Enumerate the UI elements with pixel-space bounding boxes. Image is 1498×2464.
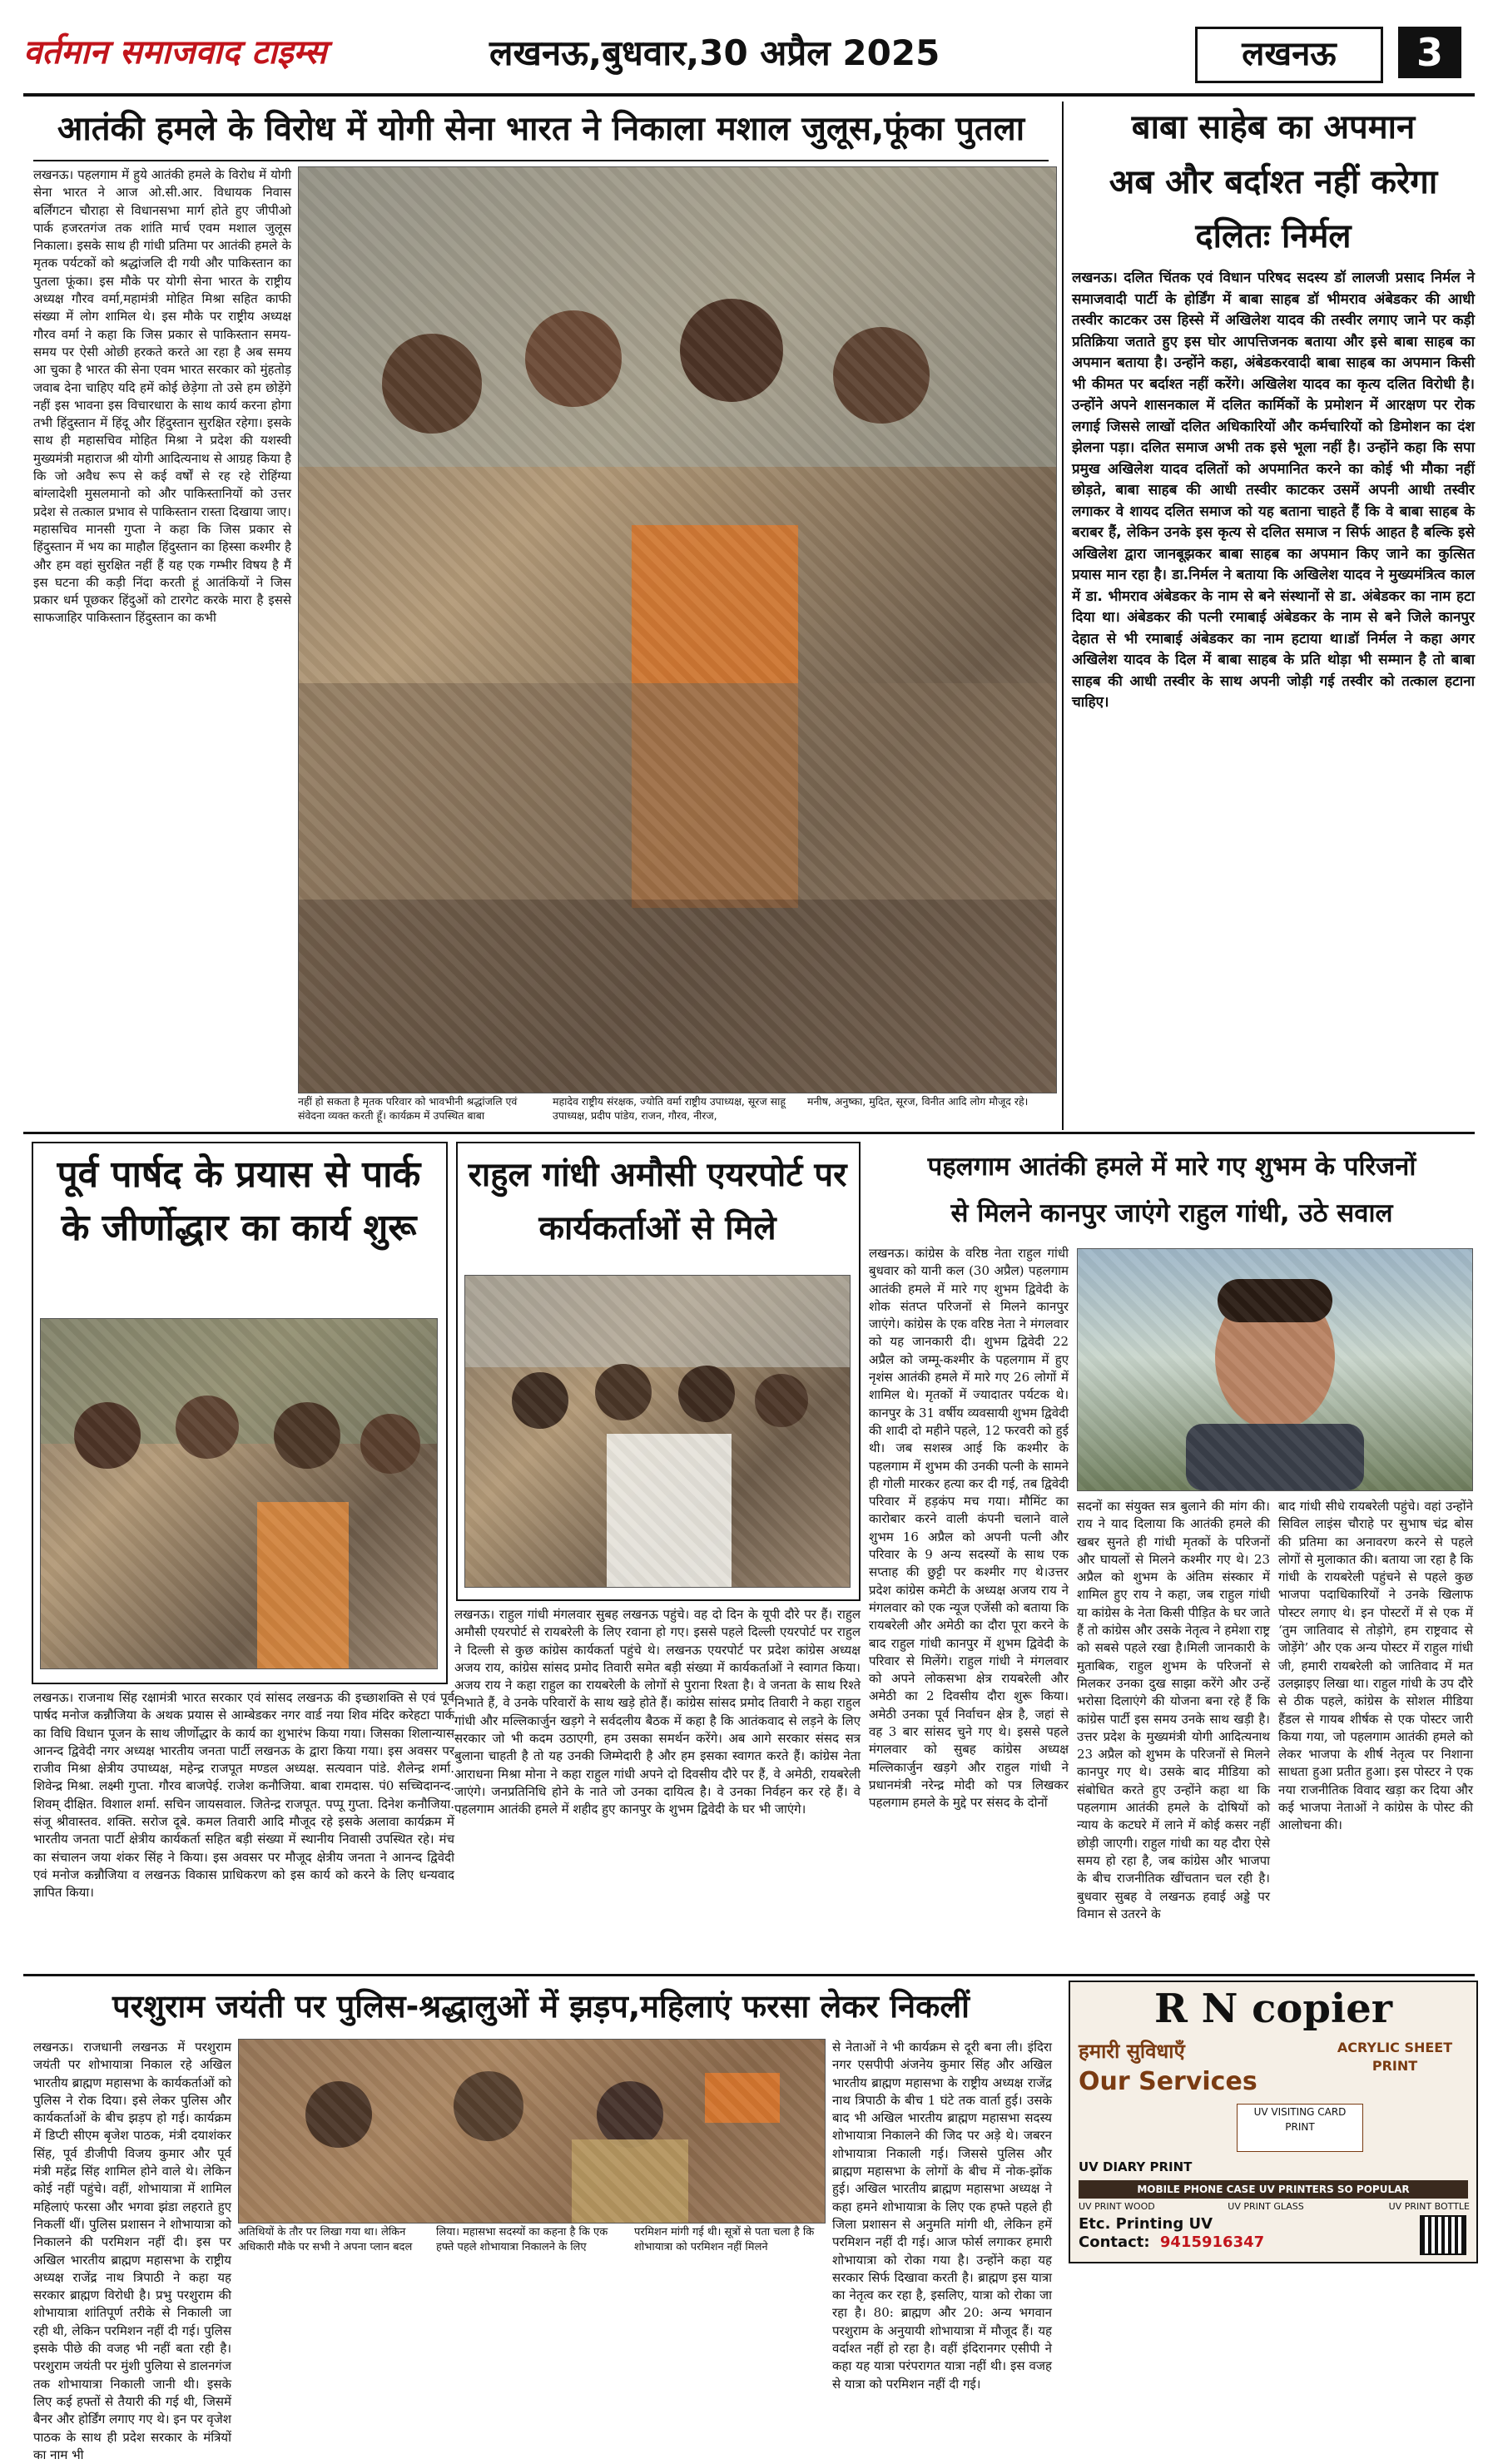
person-figure bbox=[678, 1366, 735, 1422]
crowd bbox=[239, 2040, 825, 2223]
story6-headline: परशुराम जयंती पर पुलिस-श्रद्धालुओं में झड़प,महिलाएं फरसा लेकर निकलीं bbox=[112, 1988, 970, 2025]
crowd-figure bbox=[525, 310, 622, 407]
copier-hindi-heading: हमारी सुविधाएँ bbox=[1079, 2040, 1185, 2063]
crowd-row bbox=[299, 900, 1056, 1093]
saffron-robe bbox=[632, 525, 798, 908]
crowd-figure bbox=[833, 327, 930, 424]
saffron-robe bbox=[257, 1502, 349, 1668]
section-label: लखनऊ bbox=[1195, 27, 1383, 83]
story2-headline-2: अब और बर्दाश्त नहीं करेगा bbox=[1109, 163, 1438, 201]
person-figure bbox=[360, 1414, 420, 1474]
person-figure bbox=[176, 1396, 239, 1459]
story1-caption-b: महादेव राष्ट्रीय संरक्षक, ज्योति वर्मा राष्ट्रीय उपाध्यक्ष, सूरज साहू उपाध्यक्ष, प्रदीप पांडेय, राजन, गौरव, नीरज, bbox=[553, 1095, 786, 1122]
person-figure bbox=[305, 2081, 372, 2148]
copier-uv-glass: UV PRINT GLASS bbox=[1228, 2201, 1304, 2212]
crowd-figure bbox=[382, 334, 482, 434]
story5-headline-2: से मिलने कानपुर जाएंगे राहुल गांधी, उठे सवाल bbox=[950, 1198, 1393, 1228]
copier-phone[interactable]: 9415916347 bbox=[1159, 2233, 1265, 2251]
masthead-rule bbox=[23, 93, 1475, 97]
saffron-flag bbox=[705, 2073, 780, 2123]
copier-our-services: Our Services bbox=[1079, 2067, 1257, 2096]
story1-headline: आतंकी हमले के विरोध में योगी सेना भारत ने निकाला मशाल जुलूस,फूंका पुतला bbox=[57, 110, 1025, 148]
ad-copier bbox=[1069, 1981, 1478, 2263]
person-figure bbox=[597, 2081, 663, 2148]
person-figure bbox=[274, 1402, 340, 1469]
story1-caption-a: नहीं हो सकता है मृतक परिवार को भावभीनी श्रद्धांजलि एवं संवेदना व्यक्त करती हूँ। कार्यक्रम में उपस्थित बाबा bbox=[298, 1095, 518, 1122]
copier-uv-visiting: UV VISITING CARD PRINT bbox=[1237, 2104, 1363, 2152]
crowd-figure bbox=[680, 299, 783, 402]
section-rule bbox=[23, 1132, 1475, 1134]
person-figure bbox=[454, 2071, 523, 2141]
copier-uv-wood: UV PRINT WOOD bbox=[1079, 2201, 1155, 2212]
shirt bbox=[1186, 1424, 1364, 1490]
story5-headline-1: पहलगाम आतंकी हमले में मारे गए शुभम के परिजनों bbox=[927, 1152, 1416, 1182]
story1-caption-c: मनीष, अनुष्का, मुदित, सूरज, विनीत आदि लोग मौजूद रहे। bbox=[807, 1095, 1029, 1108]
copier-contact-label: Contact: bbox=[1079, 2233, 1150, 2251]
column-divider bbox=[1062, 102, 1064, 1130]
story1-photo bbox=[298, 166, 1057, 1093]
person-figure bbox=[512, 1372, 568, 1429]
masthead bbox=[23, 15, 1475, 92]
story4-headline: राहुल गांधी अमौसी एयरपोर्ट पर कार्यकर्ताओं से मिले bbox=[468, 1156, 847, 1247]
story2-body: लखनऊ। दलित चिंतक एवं विधान परिषद सदस्य डॉ लालजी प्रसाद निर्मल ने समाजवादी पार्टी के होर्डिंग में बाबा साहब डॉ भीमराव अंबेडकर की आधी तस्वीर काटकर उस हिस्से में अखिलेश यादव की तस्वीर लगाए जाने पर कड़ी प्रतिक्रिया जताते हुए इस घोर आपत्तिजनक बताया और इसे बाबा साहब का अपमान बताया है। उन्होंने कहा, अंबेडकरवादी बाबा साहब का अपमान किसी भी कीमत पर बर्दाश्त नहीं करेंगे। अखिलेश यादव का कृत्य दलित विरोधी है।उन्होंने अपने शासनकाल में दलित कार्मिकों के प्रमोशन में आरक्षण पर रोक लगाई जिससे लाखों दलित अधिकारियों और कर्मचारियों को डिमोशन का दंश झेलना पड़ा। दलित समाज अभी तक इसे भूला नहीं है। उन्होंने कहा कि सपा प्रमुख अखिलेश यादव दलितों को अपमानित करने का कोई भी मौका नहीं छोड़ते, बाबा साहब की आधी तस्वीर काटकर उसमें अपनी आधी तस्वीर लगाकर वे शायद दलित समाज को यह बताना चाहते हैं कि वे बाबा साहब के बराबर हैं, लेकिन उनके इस कृत्य से दलित समाज न सिर्फ आहत है बल्कि इसे अखिलेश द्वारा जानबूझकर बाबा साहब का अपमान किए जाने का कुत्सित प्रयास मान रहा है। डा.निर्मल ने बताया कि अखिलेश यादव ने मुख्यमंत्रित्व काल में डा. भीमराव अंबेडकर के नाम से बने संस्थानों से डा. अंबेडकर का नाम हटा दिया था। अंबेडकर की पत्नी रमाबाई अंबेडकर के नाम से बने जिले कानपुर देहात से भी रमाबाई अंबेडकर का नाम हटाया था।डॉ निर्मल ने कहा अगर अखिलेश यादव के दिल में बाबा साहब के प्रति थोड़ा भी सम्मान है तो बाबा साहब की आधी तस्वीर के साथ अपनी जोड़ी गई तस्वीर को तत्काल हटाना चाहिए। bbox=[1072, 270, 1475, 711]
story6-photo bbox=[238, 2039, 826, 2224]
copier-mobile-case: MOBILE PHONE CASE UV PRINTERS SO POPULAR bbox=[1079, 2180, 1468, 2199]
copier-qr-icon bbox=[1420, 2215, 1466, 2255]
dateline: लखनऊ,बुधवार,30 अप्रैल 2025 bbox=[489, 32, 940, 73]
story2-headline-3: दलितः निर्मल bbox=[1195, 217, 1352, 255]
person-figure bbox=[755, 1374, 808, 1427]
copier-etc: Etc. Printing UV bbox=[1079, 2215, 1213, 2233]
copier-uv-bottle: UV PRINT BOTTLE bbox=[1388, 2201, 1470, 2212]
story5-col-c: बाद गांधी सीधे रायबरेली पहुंचे। वहां उन्होंने सिविल लाइंस चौराहे पर सुभाष चंद्र बोस की प्रतिमा का अनावरण करने से पहले लोगों से मुलाकात की। बताया जा रहा है कि गांधी के रायबरेली पहुंचने से पहले कुछ भाजपा पदाधिकारियों ने उनके खिलाफ पोस्टर लगाए थे। इन पोस्टरों में से एक में ‘तुम जातिवाद से तोड़ोगे, हम राष्ट्रवाद से जोड़ेंगे’ और एक अन्य पोस्टर में राहुल गांधी जी, हमारी रायबरेली को जातिवाद में मत उलझाइए लिखा था। राहुल गांधी के उप दौरे से ठीक पहले, कांग्रेस के सोशल मीडिया हैंडल से गायब शीर्षक से एक पोस्टर जारी किया गया, जो पहलगाम आतंकी हमले को लेकर भाजपा के शीर्ष नेतृत्व पर निशाना साधता हुआ प्रतीत हुआ। इस पोस्टर ने एक नया राजनीतिक विवाद खड़ा कर दिया और कई भाजपा नेताओं ने कांग्रेस के पोस्ट की आलोचना की। bbox=[1278, 1499, 1473, 1833]
airport-ceiling bbox=[465, 1276, 850, 1367]
story6-col-a: लखनऊ। राजधानी लखनऊ में परशुराम जयंती पर शोभायात्रा निकाल रहे अखिल भारतीय ब्राह्मण महासभा के कार्यकर्ताओं को पुलिस ने रोक दिया। इसे लेकर पुलिस और कार्यकर्ताओं के बीच झड़प हो गई। कार्यक्रम में डिप्टी सीएम बृजेश पाठक, मंत्री दयाशंकर सिंह, पूर्व डीजीपी विजय कुमार और पूर्व मंत्री महेंद्र सिंह शामिल होने वाले थे। लेकिन कोई नहीं पहुंचे। वहीं, शोभायात्रा में शामिल महिलाएं फरसा और भगवा झंडा लहराते हुए निकलीं थीं। पुलिस प्रशासन ने शोभायात्रा को निकालने की परमिशन नहीं दी। इस पर अखिल भारतीय ब्राह्मण महासभा के राष्ट्रीय अध्यक्ष राजेंद्र नाथ त्रिपाठी ने कहा यह सरकार ब्राह्मण विरोधी है। प्रभु परशुराम की शोभायात्रा शांतिपूर्ण तरीके से निकाली जा रही थी, लेकिन परमिशन नहीं दी गई। पुलिस इसके पीछे की वजह भी नहीं बता रही है। परशुराम जयंती पर मुंशी पुलिया से डालनगंज तक शोभायात्रा निकाली जानी थी। इसके लिए कई हफ्तों से तैयारी की गई थी, जिसमें बैनर और होर्डिंग लगाए गए थे। इन पर वृजेश पाठक के साथ ही प्रदेश सरकार के मंत्रियों का नाम भी bbox=[33, 2040, 231, 2462]
story1-body: लखनऊ। पहलगाम में हुये आतंकी हमले के विरोध में योगी सेना भारत ने आज ओ.सी.आर. विधायक निवास बर्लिंगटन चौराहा से विधानसभा मार्ग होते हुए जीपीओ पार्क हजरतगंज तक शांति मार्च एवम मशाल जुलूस निकाला। इसके साथ ही गांधी प्रतिमा पर आतंकी हमले के मृतक पर्यटकों को श्रद्धांजलि दी गयी और पाकिस्तान का पुतला फूंका। इस मौके पर योगी सेना भारत के राष्ट्रीय अध्यक्ष गौरव वर्मा,महामंत्री मोहित मिश्रा सहित काफी संख्या में लोग शामिल थे। इस मौके पर राष्ट्रीय अध्यक्ष गौरव वर्मा ने कहा कि जिस प्रकार से पाकिस्तान समय-समय पर ऐसी ओछी हरकते करते आ रहा है अब समय आ चुका है भारत की सेना एवम भारत सरकार को मुंहतोड़ जवाब देना चाहिए यदि हमें कोई छेड़ेगा तो उसे हम छोड़ेंगे नहीं इस भावना इस विचारधारा के साथ कार्य करना होगा तभी हिंदुस्तान में हिंदू और हिंदुस्तान सुरक्षित रहेगा। इसके साथ ही महासचिव मोहित मिश्रा ने प्रदेश की यशस्वी मुख्यमंत्री महाराज श्री योगी आदित्यनाथ से आग्रह किया है कि जो अवैध रूप से कई वर्षों से रह रहे रोहिंग्या बांग्लादेशी मुसलमानो को और पाकिस्तानियों को उत्तर प्रदेश से तत्काल प्रभाव से पाकिस्तान रास्ता दिखाया जाए।महासचिव मानसी गुप्ता ने कहा कि जिस प्रकार से हिंदुस्तान में भय का माहौल हिंदुस्तान का हिस्सा कश्मीर है और हम वहां सुरक्षित नहीं हैं यह एक गम्भीर विषय है मैं इस घटना की कड़ी निंदा करती हूं आतंकियों ने जिस प्रकार धर्म पूछकर हिंदुओं को टारगेट करके मारा है इससे साफजाहिर पाकिस्तान हिंदुस्तान का कभी bbox=[33, 167, 291, 626]
story5-col-a: लखनऊ। कांग्रेस के वरिष्ठ नेता राहुल गांधी बुधवार को यानी कल (30 अप्रैल) पहलगाम आतंकी हमले में मारे गए शुभम द्विवेदी के शोक संतप्त परिजनों से मिलने कानपुर जाएंगे। कांग्रेस के एक वरिष्ठ नेता ने मंगलवार को यह जानकारी दी। शुभम द्विवेदी 22 अप्रैल को जम्मू-कश्मीर के पहलगाम में हुए नृशंस आतंकी हमले में मारे गए 26 लोगों में शामिल थे। मृतकों में ज्यादातर पर्यटक थे। कानपुर के 31 वर्षीय व्यवसायी शुभम द्विवेदी की शादी दो महीने पहले, 12 फरवरी को हुई थी। जब सशस्त्र आई कि कश्मीर के पहलगाम में शुभम की उनकी पत्नी के सामने ही गोली मारकर हत्या कर दी गई, तब द्विवेदी परिवार में हड़कंप मच गया। मौमिंट का कारोबार करने वाली कंपनी चलाने वाले शुभम 16 अप्रैल को अपनी पत्नी और परिवार के 9 अन्य सदस्यों के साथ एक सप्ताह की छुट्टी पर कश्मीर गए थे।उत्तर प्रदेश कांग्रेस कमेटी के अध्यक्ष अजय राय ने मंगलवार को एक न्यूज एजेंसी को बताया कि रायबरेली और अमेठी का दौरा पूरा करने के बाद राहुल गांधी कानपुर में शुभम द्विवेदी के परिवार से मिलेंगे। राहुल गांधी ने मंगलवार को अपने लोकसभा क्षेत्र रायबरेली और अमेठी का 2 दिवसीय दौरा शुरू किया। अमेठी उनका पूर्व निर्वाचन क्षेत्र है, जहां से वह 3 बार सांसद चुने गए थे। इससे पहले मंगलवार को सुबह कांग्रेस अध्यक्ष मल्लिकार्जुन खड़गे और राहुल गांधी ने प्रधानमंत्री नरेन्द्र मोदी को पत्र लिखकर पहलगाम हमले के मुद्दे पर संसद के दोनों bbox=[869, 1246, 1069, 1811]
story3-body: लखनऊ। राजनाथ सिंह रक्षामंत्री भारत सरकार एवं सांसद लखनऊ की इच्छाशक्ति से एवं पूर्व पार्षद मनोज कन्नौजिया के अथक प्रयास से आम्बेडकर नगर वार्ड नया शिव मंदिर करेहटा पार्क का विधि विधान पूजन के साथ जीर्णोद्धार के कार्य का शुभारंभ किया गया। जिसका शिलान्यास आनन्द द्विवेदी नगर अध्यक्ष भारतीय जनता पार्टी लखनऊ के द्वारा किया गया। इस अवसर पर राजीव मिश्रा क्षेत्रीय उपाध्यक्ष, महेन्द्र राजपूत मण्डल अध्यक्ष. सत्यवान पांडे. शैलेन्द्र शर्मा. शिवेन्द्र मिश्रा. लक्ष्मी गुप्ता. गौरव बाजपेई. राजेश कनौजिया. बाबा रामदास. पं0 सच्चिदानन्द. शिवम् दीक्षित. विशाल शर्मा. सचिन जायसवाल. जितेन्द्र राजपूत. पप्पू गुप्ता. दिनेश कनौजिया. संजू श्रीवास्तव. शक्ति. सरोज दूबे. कमल तिवारी आदि मौजूद रहे इसके अलावा कार्यक्रम में भारतीय जनता पार्टी क्षेत्रीय कार्यकर्ता सहित बड़ी संख्या में स्थानीय निवासी उपस्थित रहे। मंच का संचालन जया शंकर सिंह ने किया। इस अवसर पर मौजूद क्षेत्रीय जनता ने आनन्द द्विवेदी एवं मनोज कन्नौजिया व लखनऊ विकास प्राधिकरण को इस कार्य को करने के लिए धन्यवाद ज्ञापित किया। bbox=[33, 1690, 454, 1901]
person-figure bbox=[74, 1402, 141, 1469]
person-figure bbox=[595, 1364, 652, 1420]
photo-sky bbox=[299, 167, 1056, 467]
copier-brand: R N copier bbox=[1153, 1986, 1393, 2032]
story4-photo bbox=[464, 1275, 851, 1588]
portrait-illustration bbox=[1078, 1249, 1472, 1490]
police-uniform bbox=[572, 2139, 688, 2223]
copier-contact bbox=[1079, 2233, 1345, 2252]
story6-col-b: से नेताओं ने भी कार्यक्रम से दूरी बना ली। इंदिरा नगर एसपीपी अंजनेय कुमार सिंह और अखिल भारतीय ब्राह्मण महासभा के राष्ट्रीय अध्यक्ष राजेंद्र नाथ त्रिपाठी के बीच 1 घंटे तक वार्ता हुई। उसके बाद भी अखिल भारतीय ब्राह्मण महासभा सदस्य शोभायात्रा निकालने की जिद पर अड़े थे। जबरन शोभायात्रा निकाली गई। जिससे पुलिस और ब्राह्मण महासभा के लोगों के बीच में नोक-झोंक हुई। अखिल भारतीय ब्राह्मण महासभा अध्यक्ष ने कहा हमने शोभायात्रा के लिए एक हफ्ते पहले ही जिला प्रशासन से अनुमति मांगी थी, लेकिन हमें परमिशन नहीं दी गई। आज फोर्स लगाकर हमारी शोभायात्रा को रोका गया है। उन्होंने कहा यह सरकार सिर्फ दिखावा करती है। ब्राह्मण इस यात्रा का नेतृत्व कर रहा है, इसलिए, यात्रा को रोका जा रहा है। 80: ब्राह्मण और 20: अन्य भगवान परशुराम के अनुयायी शोभायात्रा में मौजूद हैं। यह वर्दाश्त नहीं हो रहा है। वहीं इंदिरानगर एसीपी ने कहा यह यात्रा परंपरागत यात्रा नहीं थी। इस वजह से यात्रा को परमिशन नहीं दी गई। bbox=[832, 2040, 1052, 2392]
crowd-row bbox=[299, 683, 1056, 900]
story6-caption-a: अतिथियों के तौर पर लिखा गया था। लेकिन अधिकारी मौके पर सभी ने अपना प्लान बदल bbox=[238, 2226, 413, 2253]
story1-rule bbox=[33, 160, 1049, 161]
section-rule bbox=[23, 1974, 1475, 1976]
story2-headline-1: बाबा साहेब का अपमान bbox=[1131, 108, 1416, 146]
copier-acrylic: ACRYLIC SHEET PRINT bbox=[1337, 2040, 1453, 2074]
paper-name: वर्तमान समाजवाद टाइम्स bbox=[23, 23, 414, 82]
copier-uv-diary: UV DIARY PRINT bbox=[1079, 2159, 1193, 2174]
face bbox=[1215, 1284, 1335, 1430]
hair bbox=[1218, 1279, 1332, 1322]
photo-background bbox=[41, 1319, 437, 1444]
story5-photo bbox=[1077, 1248, 1473, 1491]
protest-photo-illustration bbox=[299, 167, 1056, 1093]
procession-illustration bbox=[239, 2040, 825, 2223]
story5-col-b: सदनों का संयुक्त सत्र बुलाने की मांग की। राय ने याद दिलाया कि आतंकी हमले की खबर सुनते ही गांधी मृतकों के परिजनों और घायलों से मिलने कश्मीर गए थे। 23 अप्रैल को शुभम के अंतिम संस्कार में शामिल हुए राय ने कहा, जब राहुल गांधी या कांग्रेस के नेता किसी पीड़ित के घर जाते हैं तो कांग्रेस और उसके नेतृत्व ने हमेशा राष्ट्र को सबसे पहले रखा है।मिली जानकारी के मुताबिक, राहुल शुभम के परिजनों से मिलकर उनका दुख साझा करेंगे और उन्हें भरोसा दिलाएंगे की योजना बना रहे हैं कि कांग्रेस पार्टी इस समय उनके साथ खड़ी है। उत्तर प्रदेश के मुख्यमंत्री योगी आदित्यनाथ 23 अप्रैल को शुभम के परिजनों से मिलने कानपुर गए थे। उसके बाद मीडिया को संबोधित करते हुए उन्होंने कहा था कि पहलगाम आतंकी हमले के दोषियों को न्याय के कटघरे में लाने में कोई कसर नहीं छोड़ी जाएगी। राहुल गांधी का यह दौरा ऐसे समय हो रहा है, जब कांग्रेस और भाजपा के बीच राजनीतिक खींचतान चल रही है। बुधवार सुबह वे लखनऊ हवाई अड्डे पर विमान से उतरने के bbox=[1077, 1499, 1270, 1921]
story3-photo bbox=[40, 1318, 438, 1669]
story4-body: लखनऊ। राहुल गांधी मंगलवार सुबह लखनऊ पहुंचे। वह दो दिन के यूपी दौरे पर हैं। राहुल अमौसी एयरपोर्ट से रायबरेली के लिए रवाना हो गए। इससे पहले दिल्ली एयरपोर्ट पर राहुल ने दिल्ली से कुछ कांग्रेस कार्यकर्ता पहुंचे थे। लखनऊ एयरपोर्ट पर प्रदेश कांग्रेस अध्यक्ष अजय राय, कांग्रेस सांसद प्रमोद तिवारी समेत बड़ी संख्या में कार्यकर्ताओं ने स्वागत किया। अजय राय ने कहा राहुल का रायबरेली के लोगों से पुराना रिश्ता है। वे जनता के साथ रिश्ते निभाते हैं, वे उनके परिवारों के साथ खड़े होते हैं। कांग्रेस सांसद प्रमोद तिवारी ने कहा राहुल गांधी और मल्लिकार्जुन खड़गे ने सर्वदलीय बैठक में कहा है कि आतंकवाद से लड़ने के लिए सरकार जो भी कदम उठाएगी, हम उसका समर्थन करेंगे। अब आगे सरकार संसद सत्र बुलाना चाहती है तो यह उनकी जिम्मेदारी है और हम इसका स्वागत करते हैं। कांग्रेस नेता आराधना मिश्रा मोना ने कहा राहुल गांधी अपने दो दिवसीय दौरे पर हैं, वे अमेठी, रायबरेली जाएंगे। जनप्रतिनिधि होने के नाते जो उनका दायित्व है। वे उनका निर्वहन कर रहे हैं। वे पहलगाम आतंकी हमले में शहीद हुए कानपुर के शुभम द्विवेदी के घर भी जाएंगे। bbox=[454, 1607, 861, 1817]
airport-illustration bbox=[465, 1276, 850, 1587]
story6-caption-c: परमिशन मांगी गई थी। सूत्रों से पता चला है कि शोभायात्रा को परमिशन नहीं मिलने bbox=[634, 2226, 815, 2253]
white-kurta bbox=[607, 1434, 732, 1587]
story6-caption-b: लिया। महासभा सदस्यों का कहना है कि एक हफ्ते पहले शोभायात्रा निकालने के लिए bbox=[436, 2226, 608, 2253]
page-number: 3 bbox=[1398, 27, 1461, 78]
park-ceremony-illustration bbox=[41, 1319, 437, 1668]
story3-headline: पूर्व पार्षद के प्रयास से पार्क के जीर्णोद्धार का कार्य शुरू bbox=[57, 1153, 421, 1249]
